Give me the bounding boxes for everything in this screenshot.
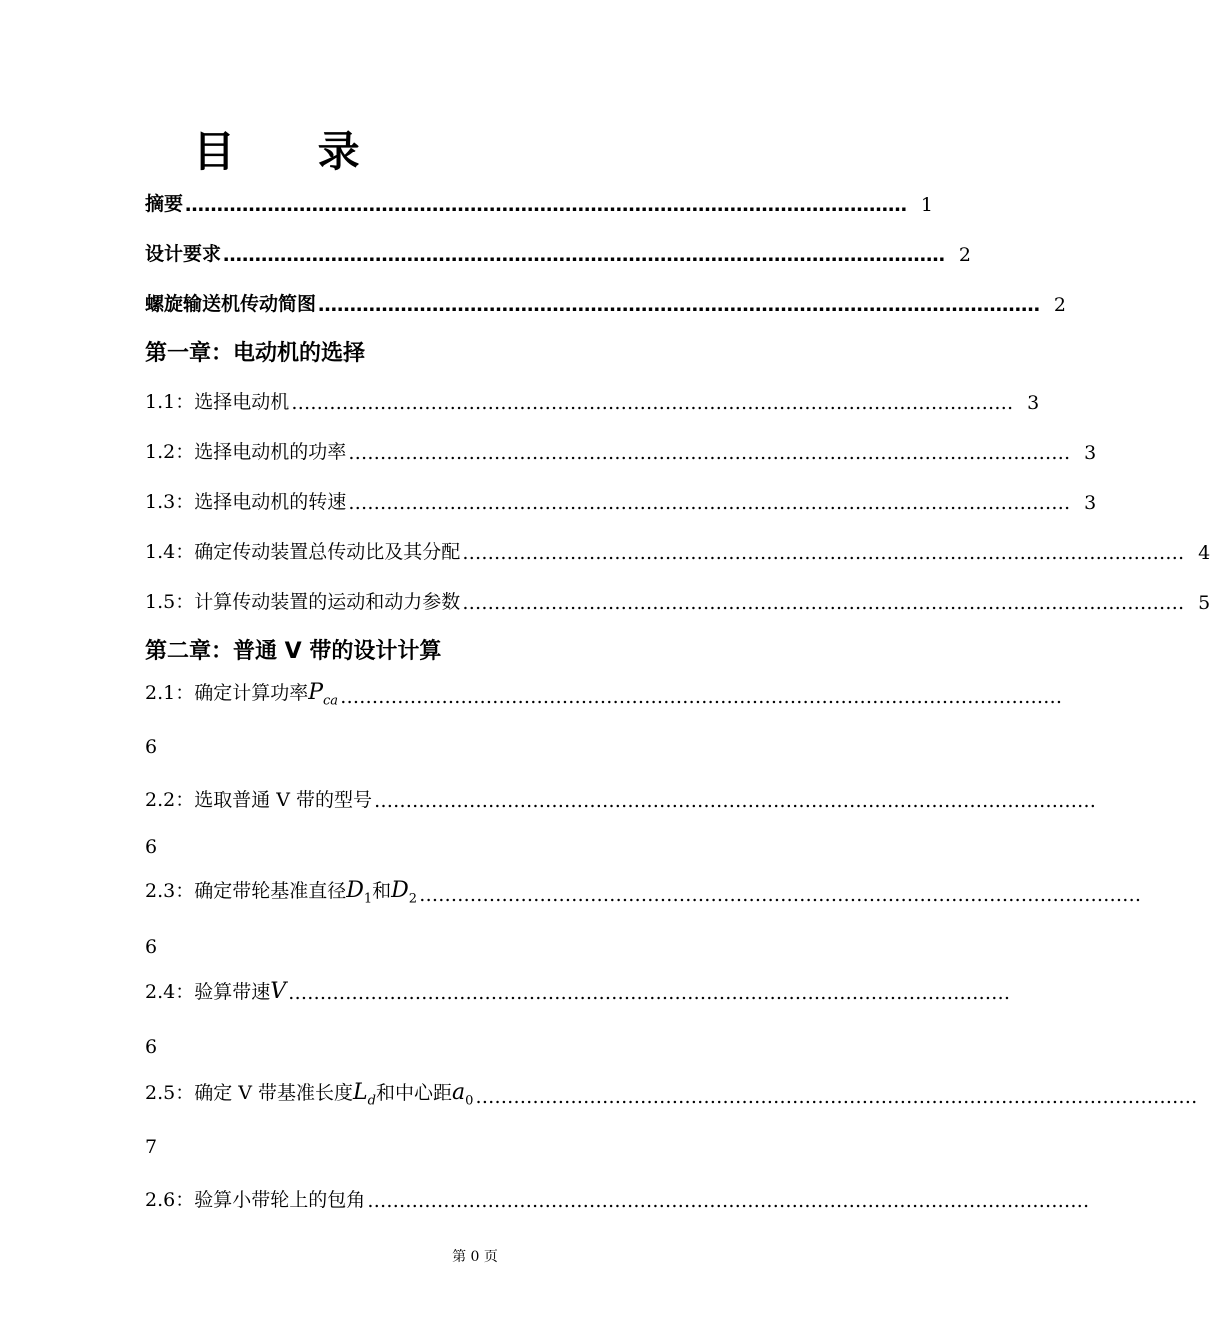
toc-page-number: 7 (145, 1136, 158, 1158)
toc-entry-label: 1.5：计算传动装置的运动和动力参数 (145, 591, 461, 613)
toc-entry-text: 2.3：确定带轮基准直径 (145, 879, 347, 902)
toc-entry-text: 和中心距 (375, 1081, 452, 1104)
toc-leader: …………………………………………………………………………………………………… (223, 244, 946, 266)
toc-leader: …………………………………………………………………………………………………… (348, 492, 1071, 514)
toc-entry-label: 1.3：选择电动机的转速 (145, 491, 347, 513)
toc-page-number: 4 (1198, 542, 1210, 564)
toc-leader: …………………………………………………………………………………………………… (348, 442, 1071, 464)
toc-entry-2-6[interactable] (145, 1178, 1090, 1212)
math-subscript: ca (323, 693, 339, 708)
math-symbol (353, 1079, 376, 1108)
chapter-heading-1[interactable]: 第一章：电动机的选择 (145, 341, 366, 366)
toc-entry-text: 2.4：验算带速 (145, 981, 271, 1003)
toc-page-number: 6 (145, 736, 158, 758)
toc-entry-1-5[interactable] (145, 580, 1210, 614)
toc-entry-abstract[interactable] (145, 182, 934, 216)
toc-entry-1-3[interactable] (145, 480, 1097, 514)
toc-entry-label: 设计要求 (145, 243, 222, 265)
toc-entry-1-4[interactable] (145, 530, 1210, 564)
toc-page-number: 6 (145, 836, 158, 858)
toc-entry-2-1[interactable] (145, 674, 1063, 708)
chapter-heading-2[interactable]: 第二章：普通 V 带的设计计算 (145, 639, 442, 664)
toc-entry-label: 1.2：选择电动机的功率 (145, 441, 347, 463)
math-var: P (308, 679, 324, 705)
toc-entry-1-2[interactable] (145, 430, 1097, 464)
toc-entry-transmission-diagram[interactable] (145, 282, 1067, 316)
toc-entry-label: 螺旋输送机传动简图 (145, 293, 317, 315)
toc-entry-label: 1.4：确定传动装置总传动比及其分配 (145, 541, 461, 563)
toc-entry-label: 摘要 (145, 193, 184, 215)
toc-page-number: 2 (958, 244, 972, 266)
toc-leader: …………………………………………………………………………………………………… (367, 1190, 1090, 1212)
math-var: L (353, 1079, 368, 1105)
toc-entry-2-3[interactable] (145, 872, 1142, 906)
page-title: 目 录 (193, 127, 394, 176)
toc-entry-text: 2.5：确定 V 带基准长度 (145, 1081, 354, 1104)
toc-entry-label (145, 1078, 473, 1108)
toc-page-number: 5 (1198, 592, 1210, 614)
math-var: D (346, 877, 364, 903)
toc-entry-label (145, 977, 286, 1004)
toc-leader: …………………………………………………………………………………………………… (419, 884, 1142, 906)
toc-entry-text: 2.1：确定计算功率 (145, 681, 309, 704)
toc-leader: …………………………………………………………………………………………………… (374, 790, 1097, 812)
toc-entry-label (145, 876, 417, 906)
toc-page-number: 6 (145, 1036, 158, 1058)
math-subscript: 2 (408, 891, 418, 906)
toc-leader: …………………………………………………………………………………………………… (340, 686, 1063, 708)
toc-entry-label (145, 678, 338, 708)
toc-entry-text: 和 (372, 879, 392, 902)
toc-entry-design-requirements[interactable] (145, 232, 972, 266)
toc-leader: …………………………………………………………………………………………………… (288, 982, 1011, 1004)
math-symbol: V (270, 979, 287, 1004)
toc-entry-label: 2.6：验算小带轮上的包角 (145, 1189, 366, 1211)
toc-leader: …………………………………………………………………………………………………… (318, 294, 1041, 316)
toc-page-number: 3 (1027, 392, 1040, 414)
toc-leader: …………………………………………………………………………………………………… (462, 592, 1185, 614)
math-var: a (451, 1079, 466, 1105)
toc-page-number: 2 (1053, 294, 1067, 316)
math-symbol (391, 877, 418, 906)
math-subscript: 0 (465, 1093, 474, 1108)
toc-page-number: 3 (1084, 442, 1097, 464)
toc-entry-2-2[interactable] (145, 778, 1097, 812)
toc-page-number: 6 (145, 936, 158, 958)
toc-entry-1-1[interactable] (145, 380, 1040, 414)
page-footer: 第 0 页 (452, 1249, 498, 1265)
toc-leader: …………………………………………………………………………………………………… (291, 392, 1014, 414)
toc-entry-2-4[interactable] (145, 970, 1011, 1004)
math-var: D (391, 877, 409, 903)
math-symbol (451, 1079, 474, 1108)
math-subscript: d (367, 1093, 376, 1108)
toc-page-number: 1 (920, 194, 934, 216)
math-subscript: 1 (363, 891, 373, 906)
math-symbol (308, 679, 339, 708)
toc-leader: …………………………………………………………………………………………………… (462, 542, 1185, 564)
toc-leader: …………………………………………………………………………………………………… (475, 1086, 1198, 1108)
toc-entry-label: 1.1：选择电动机 (145, 391, 290, 413)
toc-entry-label: 2.2：选取普通 V 带的型号 (145, 789, 373, 811)
toc-entry-2-5[interactable] (145, 1074, 1198, 1108)
math-symbol (346, 877, 373, 906)
toc-page-number: 3 (1084, 492, 1097, 514)
toc-leader: …………………………………………………………………………………………………… (185, 194, 908, 216)
